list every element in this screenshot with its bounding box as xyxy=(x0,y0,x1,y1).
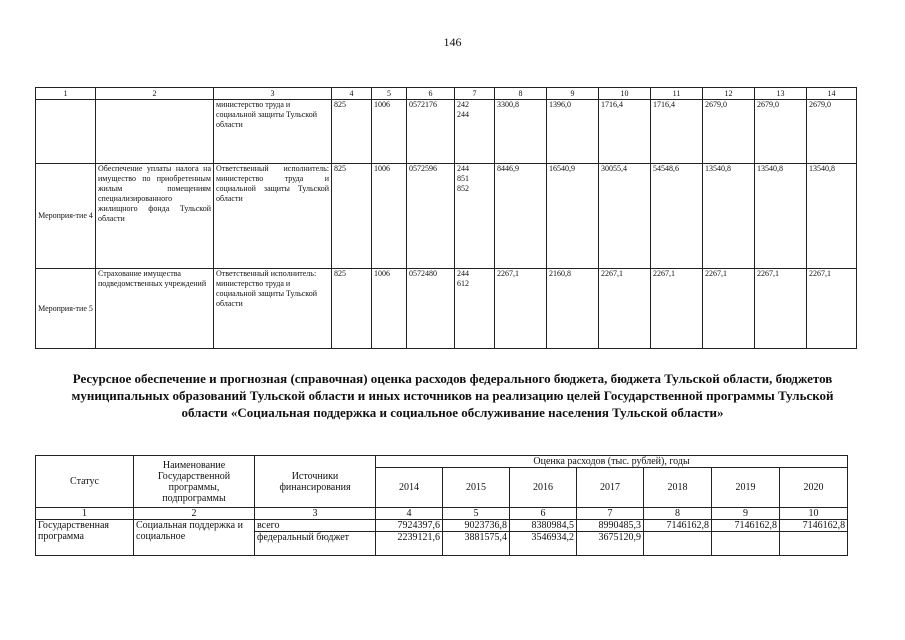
value-cell: 2267,1 xyxy=(651,269,703,349)
code-cell: 0572480 xyxy=(407,269,455,349)
value-cell: 8380984,5 xyxy=(510,520,577,532)
value-cell: 1716,4 xyxy=(651,100,703,164)
funding-source: федеральный бюджет xyxy=(255,532,376,556)
code-cell: 0572176 xyxy=(407,100,455,164)
header-year: 2018 xyxy=(644,468,712,508)
col-number: 13 xyxy=(755,88,807,100)
value-cell: 2679,0 xyxy=(703,100,755,164)
value-cell: 13540,8 xyxy=(703,164,755,269)
table-row xyxy=(36,100,857,164)
code-cell: 825 xyxy=(332,164,372,269)
column-number-row xyxy=(36,508,848,520)
col-number: 11 xyxy=(651,88,703,100)
value-cell: 2267,1 xyxy=(703,269,755,349)
column-number-row xyxy=(36,88,857,100)
value-cell: 3300,8 xyxy=(495,100,547,164)
value-cell: 3675120,9 xyxy=(577,532,644,556)
code-cell: 0572596 xyxy=(407,164,455,269)
value-cell: 3546934,2 xyxy=(510,532,577,556)
col-number: 10 xyxy=(780,508,848,520)
activity-label: Мероприя-тие 4 xyxy=(36,164,96,269)
value-cell xyxy=(712,532,780,556)
section-heading: Ресурсное обеспечение и прогнозная (справочная) оценка расходов федерального бюджета, бюджета Тульской области, бюджетов муниципальных образований Тульской области и иных источников на реализацию целей Государственной программы Тульской области «Социальная поддержка и социальное обслуживание населения Тульской области» xyxy=(71,371,834,420)
code-cell: 1006 xyxy=(372,269,407,349)
responsible-executor: Ответственный исполнитель: министерство труда и социальной защиты Тульской области xyxy=(214,164,332,269)
value-cell: 7146162,8 xyxy=(780,520,848,532)
responsible-executor: Ответственный исполнитель: министерство труда и социальной защиты Тульской области xyxy=(214,269,332,349)
code-cell: 825 xyxy=(332,100,372,164)
value-cell: 8446,9 xyxy=(495,164,547,269)
col-number: 6 xyxy=(510,508,577,520)
header-year: 2014 xyxy=(376,468,443,508)
header-year: 2019 xyxy=(712,468,780,508)
value-cell: 8990485,3 xyxy=(577,520,644,532)
value-cell: 54548,6 xyxy=(651,164,703,269)
expenditure-table-continued xyxy=(35,87,857,349)
col-number: 7 xyxy=(455,88,495,100)
table-row xyxy=(36,164,857,269)
activity-description xyxy=(96,100,214,164)
value-cell xyxy=(644,532,712,556)
code-cell: 244 612 xyxy=(455,269,495,349)
value-cell: 2160,8 xyxy=(547,269,599,349)
header-program-name: Наименование Государственной программы, подпрограммы xyxy=(134,456,255,508)
col-number: 6 xyxy=(407,88,455,100)
value-cell: 2267,1 xyxy=(495,269,547,349)
program-name: Социальная поддержка и социальное xyxy=(134,520,255,556)
value-cell: 16540,9 xyxy=(547,164,599,269)
col-number: 5 xyxy=(443,508,510,520)
header-year: 2016 xyxy=(510,468,577,508)
activity-description: Обеспечение уплаты налога на имущество по приобретенным жилым помещениям специализированного жилищного фонда Тульской области xyxy=(96,164,214,269)
value-cell: 2267,1 xyxy=(599,269,651,349)
value-cell: 7146162,8 xyxy=(644,520,712,532)
funding-source: всего xyxy=(255,520,376,532)
value-cell: 2679,0 xyxy=(807,100,857,164)
col-number: 5 xyxy=(372,88,407,100)
col-number: 9 xyxy=(712,508,780,520)
col-number: 1 xyxy=(36,508,134,520)
col-number: 8 xyxy=(644,508,712,520)
header-year: 2015 xyxy=(443,468,510,508)
col-number: 7 xyxy=(577,508,644,520)
activity-label: Мероприя-тие 5 xyxy=(36,269,96,349)
value-cell: 2239121,6 xyxy=(376,532,443,556)
value-cell: 7924397,6 xyxy=(376,520,443,532)
responsible-executor: министерство труда и социальной защиты Тульской области xyxy=(214,100,332,164)
table-row xyxy=(36,269,857,349)
program-status: Государственная программа xyxy=(36,520,134,556)
code-cell: 244 851 852 xyxy=(455,164,495,269)
code-cell: 242 244 xyxy=(455,100,495,164)
header-status: Статус xyxy=(36,456,134,508)
header-year: 2017 xyxy=(577,468,644,508)
col-number: 9 xyxy=(547,88,599,100)
activity-label xyxy=(36,100,96,164)
col-number: 14 xyxy=(807,88,857,100)
col-number: 4 xyxy=(332,88,372,100)
value-cell xyxy=(780,532,848,556)
col-number: 2 xyxy=(96,88,214,100)
value-cell: 2679,0 xyxy=(755,100,807,164)
col-number: 1 xyxy=(36,88,96,100)
code-cell: 825 xyxy=(332,269,372,349)
col-number: 3 xyxy=(214,88,332,100)
page-number: 146 xyxy=(443,35,462,49)
value-cell: 30055,4 xyxy=(599,164,651,269)
value-cell: 1716,4 xyxy=(599,100,651,164)
resource-estimate-table xyxy=(35,455,848,556)
value-cell: 2267,1 xyxy=(755,269,807,349)
activity-description: Страхование имущества подведомственных учреждений xyxy=(96,269,214,349)
col-number: 4 xyxy=(376,508,443,520)
col-number: 10 xyxy=(599,88,651,100)
value-cell: 13540,8 xyxy=(755,164,807,269)
header-year: 2020 xyxy=(780,468,848,508)
col-number: 3 xyxy=(255,508,376,520)
code-cell: 1006 xyxy=(372,164,407,269)
table-row xyxy=(36,520,848,532)
col-number: 8 xyxy=(495,88,547,100)
col-number: 12 xyxy=(703,88,755,100)
col-number: 2 xyxy=(134,508,255,520)
code-cell: 1006 xyxy=(372,100,407,164)
value-cell: 7146162,8 xyxy=(712,520,780,532)
value-cell: 3881575,4 xyxy=(443,532,510,556)
value-cell: 2267,1 xyxy=(807,269,857,349)
header-expense-estimate: Оценка расходов (тыс. рублей), годы xyxy=(376,456,848,468)
value-cell: 1396,0 xyxy=(547,100,599,164)
header-funding-sources: Источники финансирования xyxy=(255,456,376,508)
value-cell: 13540,8 xyxy=(807,164,857,269)
value-cell: 9023736,8 xyxy=(443,520,510,532)
